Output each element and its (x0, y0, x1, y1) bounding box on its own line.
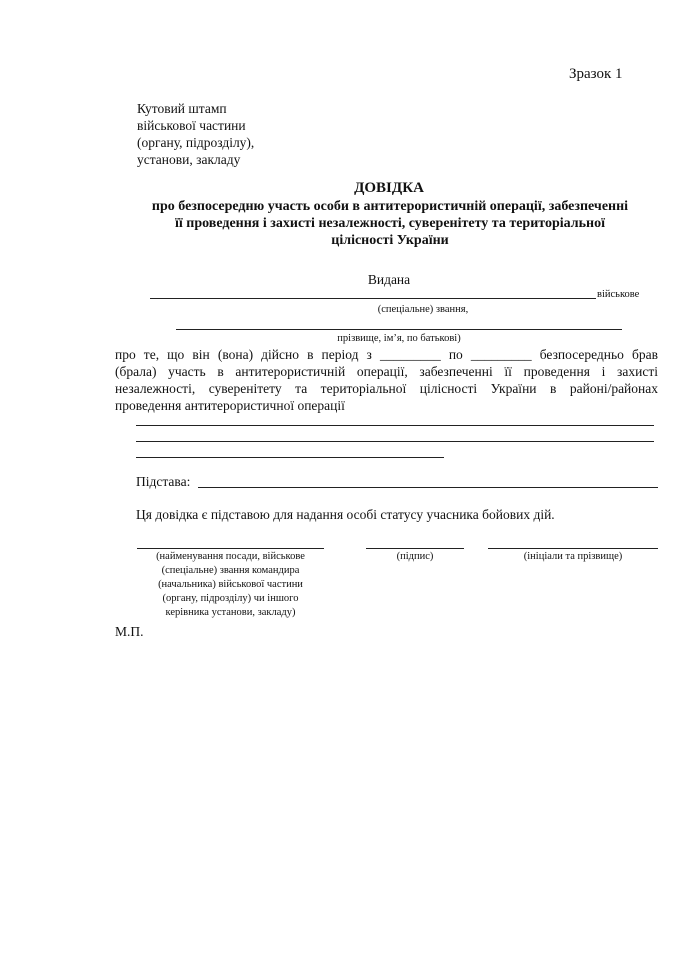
stamp-line: військової частини (137, 118, 246, 133)
basis-field-line[interactable] (198, 487, 658, 488)
name-field-line[interactable] (176, 329, 622, 330)
area-field-line[interactable] (136, 457, 444, 458)
subtitle-line: про безпосередню участь особи в антитерористичній операції, забезпеченні (151, 199, 629, 214)
body-line: (брала) участь в антитерористичній операції, забезпеченні її проведення і захисті (115, 364, 658, 379)
body-line: проведення антитерористичної операції (115, 398, 345, 413)
rank-caption: (спеціальне) звання, (377, 304, 469, 315)
statement-text: Ця довідка є підставою для надання особі статусу учасника бойових дій. (136, 507, 555, 522)
sample-label: Зразок 1 (569, 66, 623, 82)
initials-caption-text: (ініціали та прізвище) (523, 551, 623, 562)
subtitle-line: цілісності України (331, 233, 449, 248)
position-caption-line: (органу, підрозділу) чи іншого (162, 593, 299, 604)
position-caption-line: (начальника) військової частини (158, 579, 303, 590)
issued-label: Видана (367, 272, 411, 287)
document-title: ДОВІДКА (354, 180, 424, 196)
position-caption-line: керівника установи, закладу) (165, 607, 296, 618)
subtitle-line: її проведення і захисті незалежності, суверенітету та територіальної (175, 216, 605, 231)
signature-caption-text: (підпис) (396, 551, 434, 562)
position-caption-line: (спеціальне) звання командира (161, 565, 300, 576)
corner-stamp (137, 100, 254, 168)
name-caption: прізвище, ім’я, по батькові) (337, 333, 461, 344)
signature-field-line[interactable] (366, 548, 464, 549)
stamp-line: Кутовий штамп (137, 101, 227, 116)
stamp-line: (органу, підрозділу), (137, 135, 255, 150)
area-field-line[interactable] (136, 425, 654, 426)
initials-caption (488, 550, 658, 564)
position-field-line[interactable] (137, 548, 324, 549)
basis-label: Підстава: (136, 474, 191, 489)
position-caption (137, 550, 324, 620)
body-paragraph (115, 346, 658, 414)
body-line: незалежності, суверенітету та територіальної цілісності України в районі/районах (115, 381, 658, 396)
stamp-line: установи, закладу (137, 152, 241, 167)
position-caption-line: (найменування посади, військове (156, 551, 305, 562)
initials-field-line[interactable] (488, 548, 658, 549)
body-line: про те, що він (вона) дійсно в період з _________ по _________ безпосередньо брав (115, 347, 658, 362)
signature-caption (366, 550, 464, 564)
rank-suffix: військове (597, 289, 640, 300)
document-subtitle (90, 198, 690, 249)
seal-label: М.П. (115, 624, 144, 639)
rank-field-line[interactable] (150, 298, 596, 299)
area-field-line[interactable] (136, 441, 654, 442)
